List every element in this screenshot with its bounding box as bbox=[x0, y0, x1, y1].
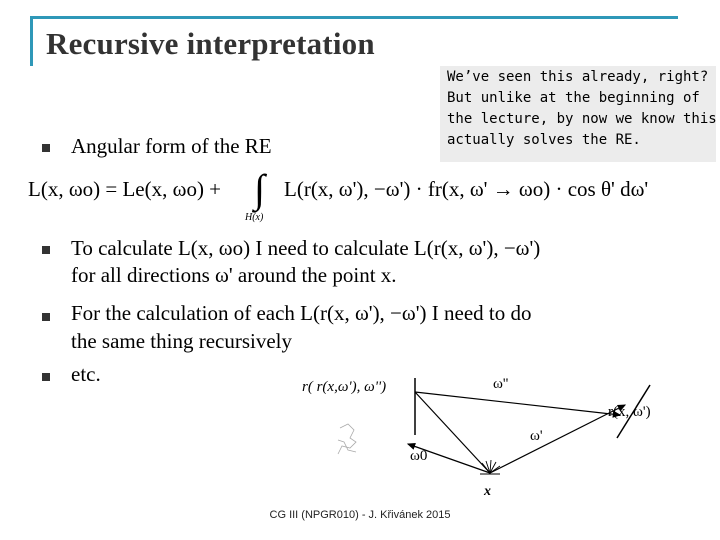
bullet-text: Angular form of the RE bbox=[71, 134, 272, 158]
callout-line: actually solves the RE. bbox=[447, 132, 641, 148]
callout-line: the lecture, by now we know this bbox=[447, 111, 717, 127]
label-r-r: r( r(x,ω'), ω'') bbox=[302, 379, 387, 395]
label-omega-prime: ω' bbox=[530, 428, 543, 444]
equation-lhs: L(x, ωo) = Le(x, ωo) + bbox=[28, 177, 222, 201]
hemisphere-samples-icon bbox=[480, 460, 500, 474]
integral-sign: ∫ bbox=[254, 168, 265, 211]
callout-line: We’ve seen this already, right? bbox=[447, 69, 709, 85]
equation-domain: H(x) bbox=[245, 212, 264, 223]
bullet-marker bbox=[42, 373, 50, 381]
ray-omega-double-prime bbox=[415, 392, 620, 415]
bullet-text: For the calculation of each L(r(x, ω'), −ω') I need to do bbox=[71, 301, 532, 325]
equation-integrand: L(r(x, ω'), −ω') · fr(x, ω' → ωo) · cos θ' dω' bbox=[284, 177, 649, 201]
bullet-marker bbox=[42, 313, 50, 321]
label-r-x: r(x, ω') bbox=[608, 404, 651, 420]
bullet-marker bbox=[42, 246, 50, 254]
label-omega-double-prime: ω'' bbox=[493, 376, 509, 392]
bullet-text-cont: the same thing recursively bbox=[71, 329, 293, 353]
callout-note bbox=[440, 66, 716, 162]
slide-footer: CG III (NPGR010) - J. Křivánek 2015 bbox=[269, 509, 451, 521]
bullet-text: To calculate L(x, ωo) I need to calculate L(r(x, ω'), −ω') bbox=[71, 236, 541, 260]
label-x: x bbox=[484, 484, 491, 499]
title-accent-left bbox=[30, 16, 33, 66]
title-accent-top bbox=[30, 16, 678, 19]
rendering-equation bbox=[28, 168, 718, 228]
bullet-text: etc. bbox=[71, 362, 101, 386]
viewer-icon bbox=[338, 424, 356, 454]
slide-title: Recursive interpretation bbox=[46, 26, 375, 61]
ray-omega-prime bbox=[490, 405, 625, 473]
label-omega-o: ω0 bbox=[410, 448, 428, 464]
bullet-text-cont: for all directions ω' around the point x. bbox=[71, 263, 397, 287]
callout-line: But unlike at the beginning of bbox=[447, 90, 700, 106]
bullet-marker bbox=[42, 144, 50, 152]
recursion-diagram bbox=[290, 360, 710, 505]
